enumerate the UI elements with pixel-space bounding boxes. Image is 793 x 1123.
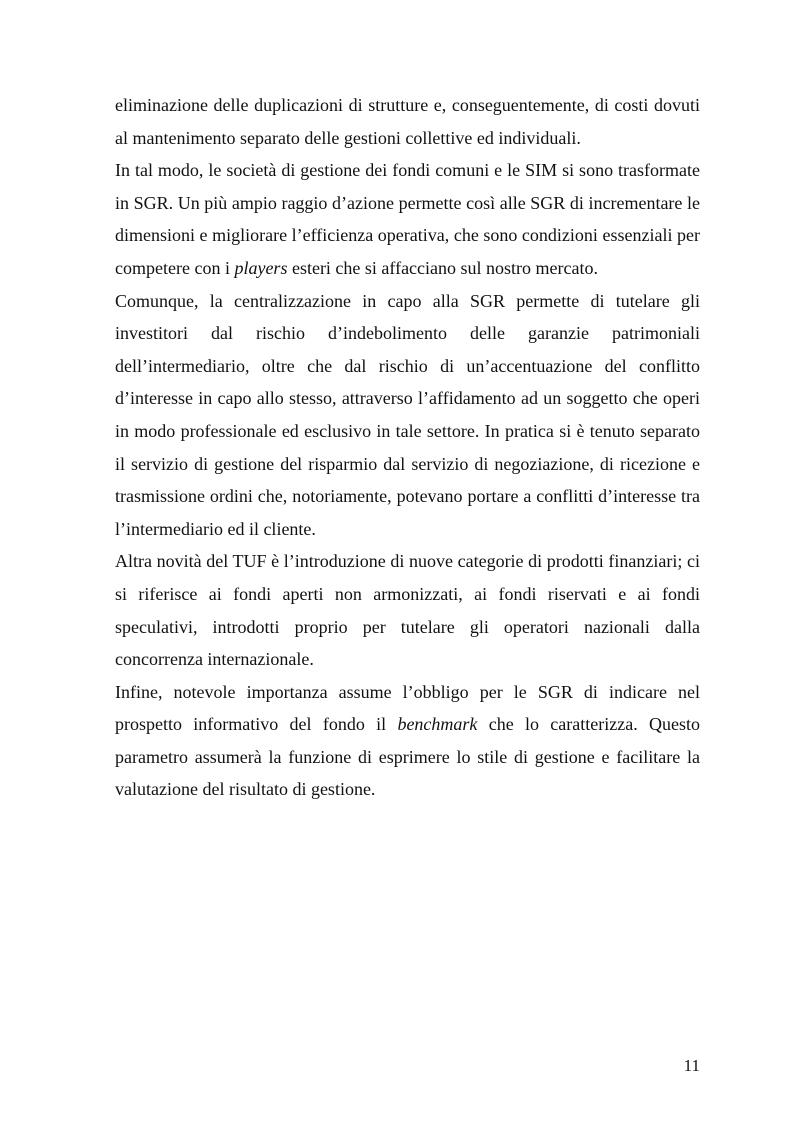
italic-term-benchmark: benchmark (397, 714, 478, 735)
paragraph-3: Comunque, la centralizzazione in capo alla SGR permette di tutelare gli investitori dal rischio d’indebolimento delle garanzie patrimoniali dell’intermediario, oltre che dal rischio di un’accentuazione del conflitto d’interesse in capo allo stesso, attraverso l’affidamento ad un soggetto che operi in modo professionale ed esclusivo in tale settore. In pratica si è tenuto separato il servizio di gestione del risparmio dal servizio di negoziazione, di ricezione e trasmissione ordini che, notoriamente, potevano portare a conflitti d’interesse tra l’intermediario ed il cliente. (115, 290, 700, 539)
paragraph-4: Altra novità del TUF è l’introduzione di nuove categorie di prodotti finanziari; ci si riferisce ai fondi aperti non armonizzati, ai fondi riservati e ai fondi speculativi, introdotti proprio per tutelare gli operatori nazionali dalla concorrenza internazionale. (115, 551, 700, 670)
body-text (115, 89, 700, 806)
paragraph-2: In tal modo, le società di gestione dei fondi comuni e le SIM si sono trasformate in SGR. Un più ampio raggio d’azione permette così alle SGR di incrementare le dimensioni e migliorare l’efficienza operativa, che sono condizioni essenziali per competere con i players esteri che si affacciano sul nostro mercato. (115, 160, 700, 278)
page-number: 11 (683, 1056, 700, 1075)
italic-term-players: players (234, 257, 288, 278)
paragraph-5: Infine, notevole importanza assume l’obbligo per le SGR di indicare nel prospetto informativo del fondo il benchmark che lo caratterizza. Questo parametro assumerà la funzione di esprimere lo stile di gestione e facilitare la valutazione del risultato di gestione. (115, 681, 700, 800)
paragraph-1: eliminazione delle duplicazioni di strutture e, conseguentemente, di costi dovuti al mantenimento separato delle gestioni collettive ed individuali. (115, 95, 700, 148)
